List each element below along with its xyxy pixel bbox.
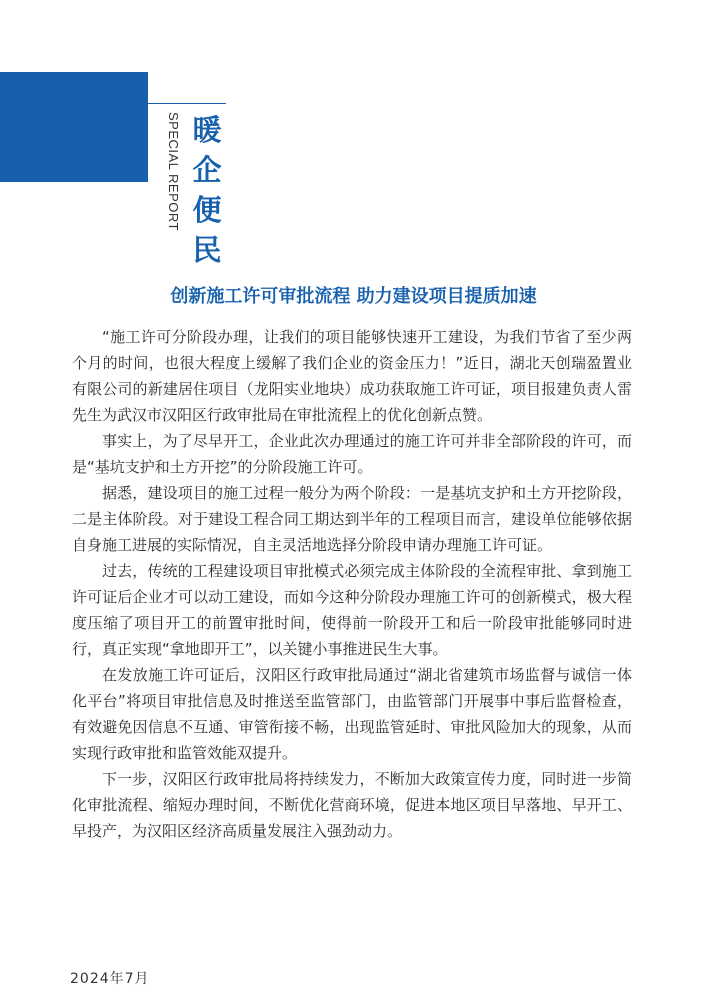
paragraph: 过去，传统的工程建设项目审批模式必须完成主体阶段的全流程审批、拿到施工许可证后企业才可以动工建设，而如今这种分阶段办理施工许可的创新模式，极大程度压缩了项目开工的前置审批时间，使得前一阶段开工和后一阶段审批能够同时进行，真正实现“拿地即开工”，以关键小事推进民生大事。 (72, 562, 632, 658)
corner-accent-line (148, 103, 226, 104)
section-label-en: SPECIAL REPORT (166, 112, 181, 231)
section-label-zh: 暖企便民 (192, 113, 222, 267)
page-date: 2024年7月 (70, 971, 150, 987)
paragraph: 在发放施工许可证后，汉阳区行政审批局通过“湖北省建筑市场监督与诚信一体化平台”将项目审批信息及时推送至监管部门，由监管部门开展事中事后监督检查，有效避免因信息不互通、审管衔接不畅，出现监管延时、审批风险加大的现象，从而实现行政审批和监管效能双提升。 (72, 666, 632, 762)
article-body (72, 324, 632, 844)
paragraph: 下一步，汉阳区行政审批局将持续发力，不断加大政策宣传力度，同时进一步简化审批流程、缩短办理时间，不断优化营商环境，促进本地区项目早落地、早开工、早投产，为汉阳区经济高质量发展注入强劲动力。 (72, 770, 632, 840)
paragraph: “施工许可分阶段办理，让我们的项目能够快速开工建设，为我们节省了至少两个月的时间，也很大程度上缓解了我们企业的资金压力！”近日，湖北天创瑞盈置业有限公司的新建居住项目（龙阳实业地块）成功获取施工许可证，项目报建负责人雷先生为武汉市汉阳区行政审批局在审批流程上的优化创新点赞。 (72, 328, 632, 424)
article-title: 创新施工许可审批流程 助力建设项目提质加速 (170, 286, 537, 308)
corner-accent-block (0, 72, 148, 182)
paragraph: 据悉，建设项目的施工过程一般分为两个阶段：一是基坑支护和土方开挖阶段，二是主体阶段。对于建设工程合同工期达到半年的工程项目而言，建设单位能够依据自身施工进展的实际情况，自主灵活地选择分阶段申请办理施工许可证。 (72, 484, 632, 554)
paragraph: 事实上，为了尽早开工，企业此次办理通过的施工许可并非全部阶段的许可，而是“基坑支护和土方开挖”的分阶段施工许可。 (72, 432, 632, 476)
